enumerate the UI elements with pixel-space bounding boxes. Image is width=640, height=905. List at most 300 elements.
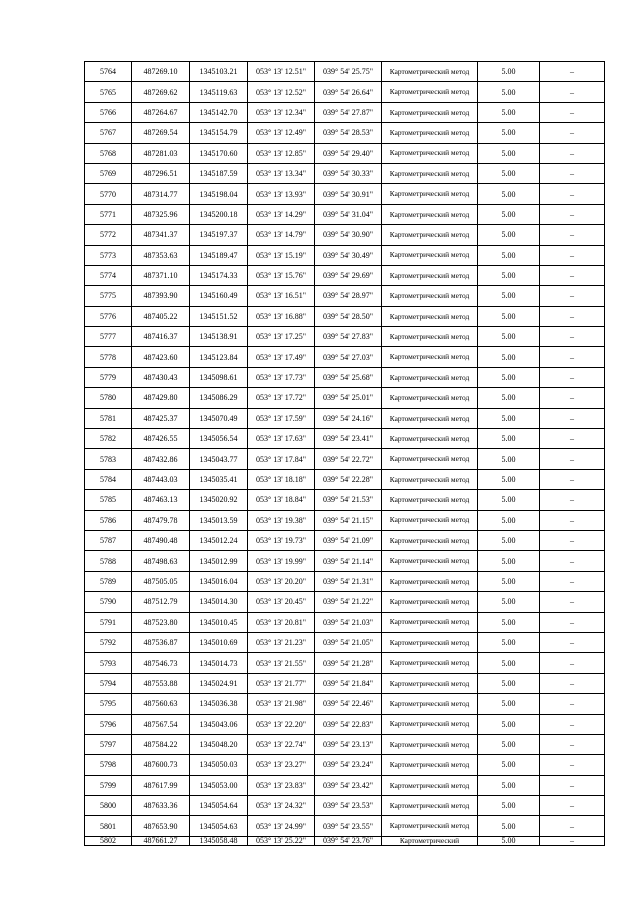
accuracy-cell: 5.00 [478, 265, 540, 285]
method-cell: Картометрический метод [382, 510, 478, 530]
point-number-cell: 5784 [85, 469, 132, 489]
table-row [85, 408, 605, 428]
accuracy-cell: 5.00 [478, 551, 540, 571]
longitude-cell: 039° 54' 23.53" [315, 796, 382, 816]
y-coordinate-cell: 1345098.61 [190, 367, 248, 387]
method-cell: Картометрический метод [382, 469, 478, 489]
point-number-cell: 5774 [85, 265, 132, 285]
table-row [85, 694, 605, 714]
y-coordinate-cell: 1345198.04 [190, 184, 248, 204]
y-coordinate-cell: 1345086.29 [190, 388, 248, 408]
latitude-cell: 053° 13' 19.38" [248, 510, 315, 530]
method-cell: Картометрический метод [382, 62, 478, 82]
longitude-cell: 039° 54' 23.13" [315, 734, 382, 754]
point-number-cell: 5770 [85, 184, 132, 204]
table-row [85, 62, 605, 82]
method-cell: Картометрический метод [382, 571, 478, 591]
x-coordinate-cell: 487617.99 [132, 775, 190, 795]
table-row [85, 245, 605, 265]
x-coordinate-cell: 487429.80 [132, 388, 190, 408]
accuracy-cell: 5.00 [478, 327, 540, 347]
table-row [85, 449, 605, 469]
accuracy-cell: 5.00 [478, 82, 540, 102]
latitude-cell: 053° 13' 22.74" [248, 734, 315, 754]
longitude-cell: 039° 54' 22.72" [315, 449, 382, 469]
table-row [85, 367, 605, 387]
table-row [85, 143, 605, 163]
longitude-cell: 039° 54' 25.68" [315, 367, 382, 387]
accuracy-cell: 5.00 [478, 653, 540, 673]
longitude-cell: 039° 54' 21.03" [315, 612, 382, 632]
point-number-cell: 5768 [85, 143, 132, 163]
table-row [85, 592, 605, 612]
accuracy-cell: 5.00 [478, 673, 540, 693]
longitude-cell: 039° 54' 27.83" [315, 327, 382, 347]
x-coordinate-cell: 487498.63 [132, 551, 190, 571]
method-cell: Картометрический метод [382, 82, 478, 102]
latitude-cell: 053° 13' 13.34" [248, 163, 315, 183]
accuracy-cell: 5.00 [478, 62, 540, 82]
x-coordinate-cell: 487432.86 [132, 449, 190, 469]
y-coordinate-cell: 1345036.38 [190, 694, 248, 714]
method-cell: Картометрический метод [382, 775, 478, 795]
table-row [85, 429, 605, 449]
point-number-cell: 5789 [85, 571, 132, 591]
note-cell: – [540, 775, 605, 795]
note-cell: – [540, 102, 605, 122]
y-coordinate-cell: 1345200.18 [190, 204, 248, 224]
y-coordinate-cell: 1345070.49 [190, 408, 248, 428]
point-number-cell: 5794 [85, 673, 132, 693]
latitude-cell: 053° 13' 17.84" [248, 449, 315, 469]
latitude-cell: 053° 13' 24.32" [248, 796, 315, 816]
latitude-cell: 053° 13' 17.25" [248, 327, 315, 347]
note-cell: – [540, 571, 605, 591]
latitude-cell: 053° 13' 12.52" [248, 82, 315, 102]
latitude-cell: 053° 13' 18.18" [248, 469, 315, 489]
y-coordinate-cell: 1345016.04 [190, 571, 248, 591]
method-cell: Картометрический метод [382, 367, 478, 387]
y-coordinate-cell: 1345012.99 [190, 551, 248, 571]
longitude-cell: 039° 54' 21.14" [315, 551, 382, 571]
longitude-cell: 039° 54' 28.97" [315, 286, 382, 306]
x-coordinate-cell: 487463.13 [132, 490, 190, 510]
table-row [85, 306, 605, 326]
x-coordinate-cell: 487325.96 [132, 204, 190, 224]
y-coordinate-cell: 1345189.47 [190, 245, 248, 265]
accuracy-cell: 5.00 [478, 225, 540, 245]
longitude-cell: 039° 54' 23.76" [315, 836, 382, 846]
accuracy-cell: 5.00 [478, 714, 540, 734]
table-row [85, 775, 605, 795]
method-cell: Картометрический метод [382, 327, 478, 347]
longitude-cell: 039° 54' 21.22" [315, 592, 382, 612]
table-row [85, 714, 605, 734]
note-cell: – [540, 755, 605, 775]
note-cell: – [540, 490, 605, 510]
longitude-cell: 039° 54' 30.49" [315, 245, 382, 265]
table-row [85, 551, 605, 571]
latitude-cell: 053° 13' 16.88" [248, 306, 315, 326]
method-cell: Картометрический метод [382, 265, 478, 285]
y-coordinate-cell: 1345174.33 [190, 265, 248, 285]
accuracy-cell: 5.00 [478, 755, 540, 775]
note-cell: – [540, 306, 605, 326]
latitude-cell: 053° 13' 13.93" [248, 184, 315, 204]
note-cell: – [540, 225, 605, 245]
y-coordinate-cell: 1345048.20 [190, 734, 248, 754]
point-number-cell: 5796 [85, 714, 132, 734]
table-row [85, 347, 605, 367]
x-coordinate-cell: 487512.79 [132, 592, 190, 612]
point-number-cell: 5800 [85, 796, 132, 816]
longitude-cell: 039° 54' 29.40" [315, 143, 382, 163]
longitude-cell: 039° 54' 23.24" [315, 755, 382, 775]
longitude-cell: 039° 54' 26.64" [315, 82, 382, 102]
method-cell: Картометрический метод [382, 143, 478, 163]
point-number-cell: 5793 [85, 653, 132, 673]
table-row [85, 388, 605, 408]
point-number-cell: 5767 [85, 123, 132, 143]
latitude-cell: 053° 13' 17.73" [248, 367, 315, 387]
accuracy-cell: 5.00 [478, 734, 540, 754]
method-cell: Картометрический метод [382, 102, 478, 122]
y-coordinate-cell: 1345053.00 [190, 775, 248, 795]
latitude-cell: 053° 13' 12.51" [248, 62, 315, 82]
longitude-cell: 039° 54' 30.91" [315, 184, 382, 204]
y-coordinate-cell: 1345197.37 [190, 225, 248, 245]
method-cell: Картометрический метод [382, 490, 478, 510]
longitude-cell: 039° 54' 29.69" [315, 265, 382, 285]
table-row [85, 530, 605, 550]
point-number-cell: 5799 [85, 775, 132, 795]
longitude-cell: 039° 54' 24.16" [315, 408, 382, 428]
latitude-cell: 053° 13' 17.63" [248, 429, 315, 449]
method-cell: Картометрический метод [382, 796, 478, 816]
latitude-cell: 053° 13' 17.59" [248, 408, 315, 428]
x-coordinate-cell: 487443.03 [132, 469, 190, 489]
note-cell: – [540, 143, 605, 163]
note-cell: – [540, 163, 605, 183]
point-number-cell: 5787 [85, 530, 132, 550]
method-cell: Картометрический метод [382, 123, 478, 143]
note-cell: – [540, 123, 605, 143]
table-row [85, 286, 605, 306]
longitude-cell: 039° 54' 25.01" [315, 388, 382, 408]
point-number-cell: 5798 [85, 755, 132, 775]
accuracy-cell: 5.00 [478, 775, 540, 795]
x-coordinate-cell: 487600.73 [132, 755, 190, 775]
accuracy-cell: 5.00 [478, 245, 540, 265]
table-row [85, 123, 605, 143]
note-cell: – [540, 469, 605, 489]
method-cell: Картометрический метод [382, 184, 478, 204]
table-row [85, 184, 605, 204]
method-cell: Картометрический метод [382, 429, 478, 449]
latitude-cell: 053° 13' 12.34" [248, 102, 315, 122]
note-cell: – [540, 530, 605, 550]
longitude-cell: 039° 54' 28.53" [315, 123, 382, 143]
accuracy-cell: 5.00 [478, 632, 540, 652]
latitude-cell: 053° 13' 12.85" [248, 143, 315, 163]
latitude-cell: 053° 13' 21.77" [248, 673, 315, 693]
table-row [85, 265, 605, 285]
note-cell: – [540, 265, 605, 285]
latitude-cell: 053° 13' 16.51" [248, 286, 315, 306]
method-cell: Картометрический метод [382, 816, 478, 836]
x-coordinate-cell: 487567.54 [132, 714, 190, 734]
point-number-cell: 5776 [85, 306, 132, 326]
method-cell: Картометрический метод [382, 449, 478, 469]
x-coordinate-cell: 487430.43 [132, 367, 190, 387]
y-coordinate-cell: 1345014.30 [190, 592, 248, 612]
point-number-cell: 5779 [85, 367, 132, 387]
method-cell: Картометрический метод [382, 388, 478, 408]
x-coordinate-cell: 487560.63 [132, 694, 190, 714]
method-cell: Картометрический метод [382, 225, 478, 245]
x-coordinate-cell: 487505.05 [132, 571, 190, 591]
y-coordinate-cell: 1345012.24 [190, 530, 248, 550]
accuracy-cell: 5.00 [478, 429, 540, 449]
longitude-cell: 039° 54' 21.84" [315, 673, 382, 693]
y-coordinate-cell: 1345187.59 [190, 163, 248, 183]
x-coordinate-cell: 487653.90 [132, 816, 190, 836]
longitude-cell: 039° 54' 21.53" [315, 490, 382, 510]
point-number-cell: 5783 [85, 449, 132, 469]
point-number-cell: 5790 [85, 592, 132, 612]
accuracy-cell: 5.00 [478, 592, 540, 612]
accuracy-cell: 5.00 [478, 143, 540, 163]
latitude-cell: 053° 13' 18.84" [248, 490, 315, 510]
latitude-cell: 053° 13' 20.20" [248, 571, 315, 591]
longitude-cell: 039° 54' 27.03" [315, 347, 382, 367]
accuracy-cell: 5.00 [478, 123, 540, 143]
x-coordinate-cell: 487661.27 [132, 836, 190, 846]
accuracy-cell: 5.00 [478, 204, 540, 224]
latitude-cell: 053° 13' 24.99" [248, 816, 315, 836]
point-number-cell: 5781 [85, 408, 132, 428]
note-cell: – [540, 449, 605, 469]
note-cell: – [540, 632, 605, 652]
method-cell: Картометрический метод [382, 163, 478, 183]
point-number-cell: 5797 [85, 734, 132, 754]
y-coordinate-cell: 1345151.52 [190, 306, 248, 326]
table-row [85, 327, 605, 347]
point-number-cell: 5766 [85, 102, 132, 122]
y-coordinate-cell: 1345058.48 [190, 836, 248, 846]
accuracy-cell: 5.00 [478, 388, 540, 408]
point-number-cell: 5795 [85, 694, 132, 714]
y-coordinate-cell: 1345035.41 [190, 469, 248, 489]
x-coordinate-cell: 487523.80 [132, 612, 190, 632]
y-coordinate-cell: 1345014.73 [190, 653, 248, 673]
note-cell: – [540, 429, 605, 449]
point-number-cell: 5771 [85, 204, 132, 224]
method-cell: Картометрический метод [382, 653, 478, 673]
method-cell: Картометрический метод [382, 204, 478, 224]
accuracy-cell: 5.00 [478, 449, 540, 469]
longitude-cell: 039° 54' 21.09" [315, 530, 382, 550]
method-cell: Картометрический метод [382, 714, 478, 734]
longitude-cell: 039° 54' 21.31" [315, 571, 382, 591]
accuracy-cell: 5.00 [478, 469, 540, 489]
x-coordinate-cell: 487584.22 [132, 734, 190, 754]
accuracy-cell: 5.00 [478, 306, 540, 326]
y-coordinate-cell: 1345043.77 [190, 449, 248, 469]
point-number-cell: 5777 [85, 327, 132, 347]
y-coordinate-cell: 1345010.69 [190, 632, 248, 652]
accuracy-cell: 5.00 [478, 408, 540, 428]
accuracy-cell: 5.00 [478, 286, 540, 306]
latitude-cell: 053° 13' 23.83" [248, 775, 315, 795]
latitude-cell: 053° 13' 21.55" [248, 653, 315, 673]
longitude-cell: 039° 54' 23.41" [315, 429, 382, 449]
note-cell: – [540, 184, 605, 204]
longitude-cell: 039° 54' 22.83" [315, 714, 382, 734]
y-coordinate-cell: 1345123.84 [190, 347, 248, 367]
table-row [85, 632, 605, 652]
latitude-cell: 053° 13' 19.73" [248, 530, 315, 550]
method-cell: Картометрический метод [382, 734, 478, 754]
x-coordinate-cell: 487423.60 [132, 347, 190, 367]
table-row [85, 102, 605, 122]
note-cell: – [540, 816, 605, 836]
point-number-cell: 5769 [85, 163, 132, 183]
table-row [85, 225, 605, 245]
x-coordinate-cell: 487479.78 [132, 510, 190, 530]
y-coordinate-cell: 1345160.49 [190, 286, 248, 306]
table-row [85, 571, 605, 591]
point-number-cell: 5786 [85, 510, 132, 530]
longitude-cell: 039° 54' 23.55" [315, 816, 382, 836]
x-coordinate-cell: 487426.55 [132, 429, 190, 449]
table-row [85, 734, 605, 754]
point-number-cell: 5802 [85, 836, 132, 846]
y-coordinate-cell: 1345054.64 [190, 796, 248, 816]
point-number-cell: 5785 [85, 490, 132, 510]
latitude-cell: 053° 13' 22.20" [248, 714, 315, 734]
x-coordinate-cell: 487536.87 [132, 632, 190, 652]
x-coordinate-cell: 487281.03 [132, 143, 190, 163]
longitude-cell: 039° 54' 21.28" [315, 653, 382, 673]
latitude-cell: 053° 13' 15.76" [248, 265, 315, 285]
y-coordinate-cell: 1345142.70 [190, 102, 248, 122]
longitude-cell: 039° 54' 30.33" [315, 163, 382, 183]
method-cell: Картометрический метод [382, 306, 478, 326]
table-row [85, 653, 605, 673]
y-coordinate-cell: 1345020.92 [190, 490, 248, 510]
x-coordinate-cell: 487314.77 [132, 184, 190, 204]
point-number-cell: 5778 [85, 347, 132, 367]
accuracy-cell: 5.00 [478, 490, 540, 510]
y-coordinate-cell: 1345138.91 [190, 327, 248, 347]
latitude-cell: 053° 13' 25.22" [248, 836, 315, 846]
note-cell: – [540, 82, 605, 102]
longitude-cell: 039° 54' 22.28" [315, 469, 382, 489]
x-coordinate-cell: 487353.63 [132, 245, 190, 265]
x-coordinate-cell: 487416.37 [132, 327, 190, 347]
longitude-cell: 039° 54' 23.42" [315, 775, 382, 795]
table-row [85, 836, 605, 846]
table-row [85, 490, 605, 510]
longitude-cell: 039° 54' 21.05" [315, 632, 382, 652]
longitude-cell: 039° 54' 28.50" [315, 306, 382, 326]
note-cell: – [540, 286, 605, 306]
accuracy-cell: 5.00 [478, 163, 540, 183]
y-coordinate-cell: 1345054.63 [190, 816, 248, 836]
y-coordinate-cell: 1345024.91 [190, 673, 248, 693]
x-coordinate-cell: 487371.10 [132, 265, 190, 285]
note-cell: – [540, 551, 605, 571]
accuracy-cell: 5.00 [478, 530, 540, 550]
accuracy-cell: 5.00 [478, 347, 540, 367]
x-coordinate-cell: 487546.73 [132, 653, 190, 673]
latitude-cell: 053° 13' 15.19" [248, 245, 315, 265]
note-cell: – [540, 408, 605, 428]
point-number-cell: 5788 [85, 551, 132, 571]
point-number-cell: 5801 [85, 816, 132, 836]
note-cell: – [540, 694, 605, 714]
note-cell: – [540, 388, 605, 408]
note-cell: – [540, 367, 605, 387]
method-cell: Картометрический метод [382, 347, 478, 367]
point-number-cell: 5765 [85, 82, 132, 102]
coordinates-table-body [85, 62, 605, 846]
latitude-cell: 053° 13' 19.99" [248, 551, 315, 571]
y-coordinate-cell: 1345010.45 [190, 612, 248, 632]
accuracy-cell: 5.00 [478, 571, 540, 591]
note-cell: – [540, 347, 605, 367]
note-cell: – [540, 327, 605, 347]
x-coordinate-cell: 487405.22 [132, 306, 190, 326]
y-coordinate-cell: 1345050.03 [190, 755, 248, 775]
longitude-cell: 039° 54' 25.75" [315, 62, 382, 82]
y-coordinate-cell: 1345119.63 [190, 82, 248, 102]
method-cell: Картометрический метод [382, 551, 478, 571]
accuracy-cell: 5.00 [478, 510, 540, 530]
longitude-cell: 039° 54' 30.90" [315, 225, 382, 245]
longitude-cell: 039° 54' 31.04" [315, 204, 382, 224]
latitude-cell: 053° 13' 17.49" [248, 347, 315, 367]
method-cell: Картометрический метод [382, 286, 478, 306]
method-cell: Картометрический метод [382, 694, 478, 714]
point-number-cell: 5791 [85, 612, 132, 632]
x-coordinate-cell: 487553.88 [132, 673, 190, 693]
table-row [85, 816, 605, 836]
table-row [85, 204, 605, 224]
accuracy-cell: 5.00 [478, 836, 540, 846]
x-coordinate-cell: 487296.51 [132, 163, 190, 183]
x-coordinate-cell: 487341.37 [132, 225, 190, 245]
table-row [85, 796, 605, 816]
note-cell: – [540, 836, 605, 846]
method-cell: Картометрический метод [382, 632, 478, 652]
accuracy-cell: 5.00 [478, 367, 540, 387]
accuracy-cell: 5.00 [478, 184, 540, 204]
method-cell: Картометрический метод [382, 755, 478, 775]
y-coordinate-cell: 1345043.06 [190, 714, 248, 734]
longitude-cell: 039° 54' 27.87" [315, 102, 382, 122]
point-number-cell: 5782 [85, 429, 132, 449]
note-cell: – [540, 510, 605, 530]
latitude-cell: 053° 13' 23.27" [248, 755, 315, 775]
latitude-cell: 053° 13' 21.98" [248, 694, 315, 714]
y-coordinate-cell: 1345170.60 [190, 143, 248, 163]
note-cell: – [540, 734, 605, 754]
note-cell: – [540, 245, 605, 265]
point-number-cell: 5780 [85, 388, 132, 408]
latitude-cell: 053° 13' 17.72" [248, 388, 315, 408]
